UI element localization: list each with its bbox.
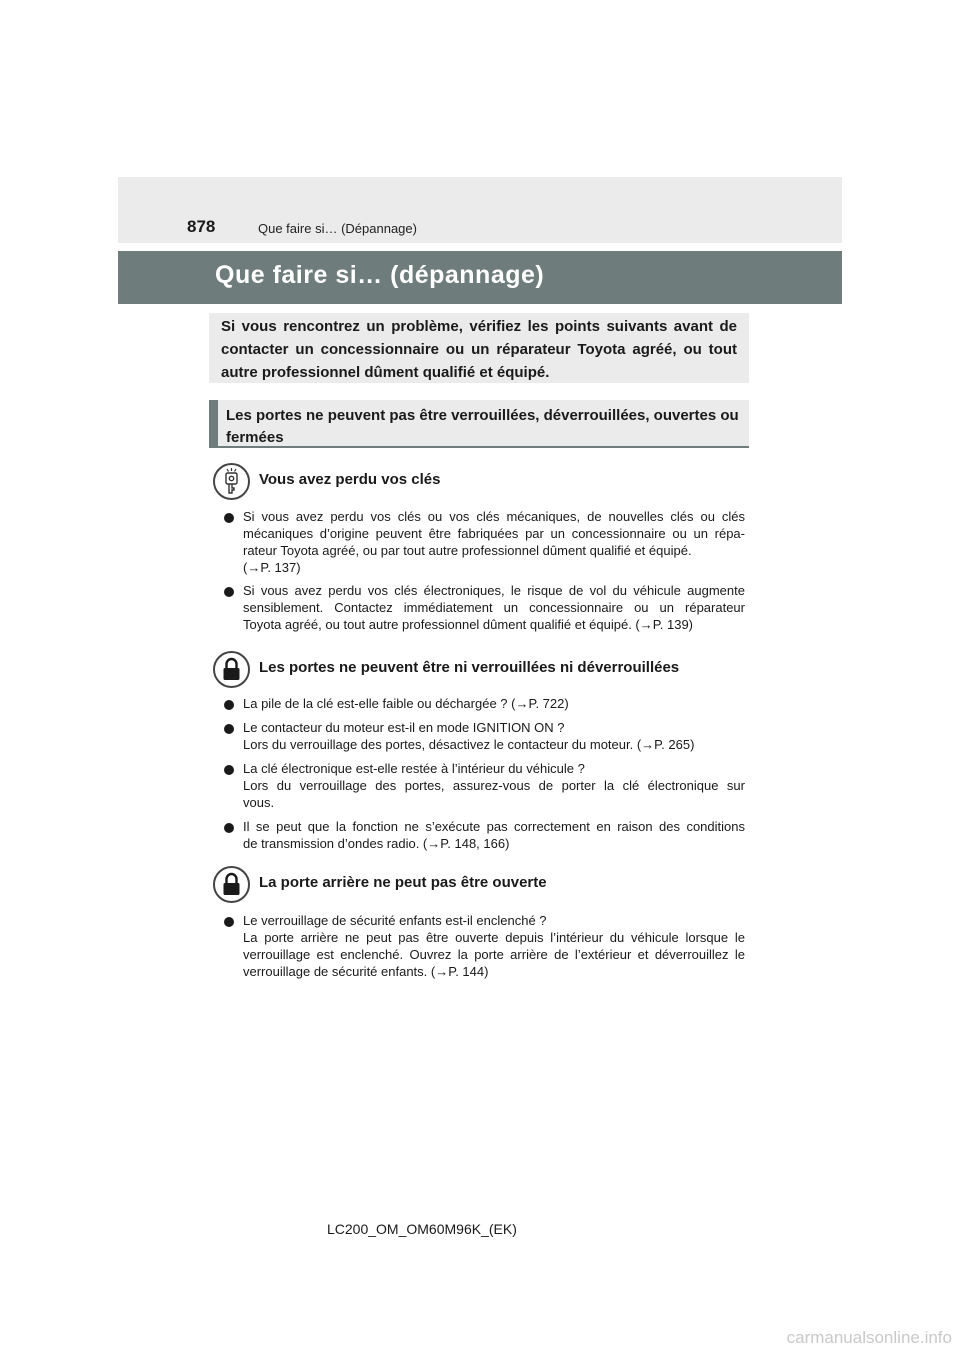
text-line: verrouillage de sécurité enfants. (→P. 144) bbox=[243, 964, 489, 979]
text-line: La clé électronique est-elle restée à l’intérieur du véhicule ? bbox=[243, 761, 585, 776]
list-item bbox=[243, 818, 745, 852]
text-line: Si vous avez perdu vos clés électroniques, le risque de vol du véhicule augmente bbox=[243, 583, 745, 598]
section-heading-line1: Les portes ne peuvent pas être verrouillées, déverrouillées, ouvertes ou bbox=[226, 407, 739, 424]
list-item bbox=[243, 695, 745, 712]
bullet-dot bbox=[224, 700, 234, 710]
bullet-dot bbox=[224, 765, 234, 775]
text-line: Si vous avez perdu vos clés ou vos clés mécaniques, de nouvelles clés ou clés bbox=[243, 509, 745, 524]
footer-code: LC200_OM_OM60M96K_(EK) bbox=[327, 1221, 517, 1237]
lock-icon bbox=[213, 651, 250, 688]
text-line: vous. bbox=[243, 795, 275, 810]
bullet-dot bbox=[224, 823, 234, 833]
bullet-dot bbox=[224, 724, 234, 734]
text-line: Le contacteur du moteur est-il en mode IGNITION ON ? bbox=[243, 720, 565, 735]
text-line: sensiblement. Contactez immédiatement un concessionnaire ou un réparateur bbox=[243, 600, 745, 615]
list-item bbox=[243, 719, 745, 753]
text-line: verrouillage est enclenché. Ouvrez la porte arrière de l’extérieur et déverrouillez le bbox=[243, 947, 745, 962]
section-heading-line2: fermées bbox=[226, 429, 284, 446]
list-item bbox=[243, 508, 745, 576]
watermark: carmanualsonline.info bbox=[786, 1328, 952, 1347]
text-line: Le verrouillage de sécurité enfants est-il enclenché ? bbox=[243, 913, 547, 928]
text-line: La pile de la clé est-elle faible ou déchargée ? (→P. 722) bbox=[243, 696, 569, 711]
text-line: rateur Toyota agréé, ou par tout autre professionnel dûment qualifié et équipé. bbox=[243, 543, 692, 558]
bullet-dot bbox=[224, 917, 234, 927]
bullet-dot bbox=[224, 513, 234, 523]
section-heading bbox=[209, 400, 749, 448]
page-number: 878 bbox=[187, 217, 216, 236]
title-bar bbox=[118, 251, 842, 304]
intro-text: Si vous rencontrez un problème, vérifiez les points suivants avant de contacter un concessionnaire ou un réparateur Toyota agréé, ou tout autre professionnel dûment qualifié et équipé. bbox=[221, 318, 737, 381]
subsection-heading-lost-keys: Vous avez perdu vos clés bbox=[259, 471, 441, 488]
list-item bbox=[243, 582, 745, 633]
text-line: Toyota agréé, ou tout autre professionnel dûment qualifié et équipé. (→P. 139) bbox=[243, 617, 693, 632]
text-line: Lors du verrouillage des portes, assurez-vous de porter la clé électronique sur bbox=[243, 778, 745, 793]
text-line: de transmission d’ondes radio. (→P. 148, 166) bbox=[243, 836, 510, 851]
subsection-heading-rear-door: La porte arrière ne peut pas être ouverte bbox=[259, 874, 547, 891]
running-head: Que faire si… (Dépannage) bbox=[258, 221, 417, 236]
text-line: (→P. 137) bbox=[243, 560, 301, 575]
text-line: Il se peut que la fonction ne s’exécute pas correctement en raison des conditions bbox=[243, 819, 745, 834]
header-band bbox=[118, 177, 842, 243]
page-title: Que faire si… (dépannage) bbox=[215, 261, 545, 289]
intro-box bbox=[209, 313, 749, 383]
lock-icon bbox=[213, 866, 250, 903]
subsection-heading-doors-lock: Les portes ne peuvent être ni verrouillées ni déverrouillées bbox=[259, 659, 680, 676]
list-item bbox=[243, 912, 745, 980]
key-icon bbox=[213, 463, 250, 500]
text-line: mécaniques d’origine peuvent être fabriquées par un concessionnaire ou un répa- bbox=[243, 526, 745, 541]
text-line: La porte arrière ne peut pas être ouverte depuis l’intérieur du véhicule lorsque le bbox=[243, 930, 745, 945]
text-line: Lors du verrouillage des portes, désactivez le contacteur du moteur. (→P. 265) bbox=[243, 737, 695, 752]
bullet-dot bbox=[224, 587, 234, 597]
list-item bbox=[243, 760, 745, 811]
